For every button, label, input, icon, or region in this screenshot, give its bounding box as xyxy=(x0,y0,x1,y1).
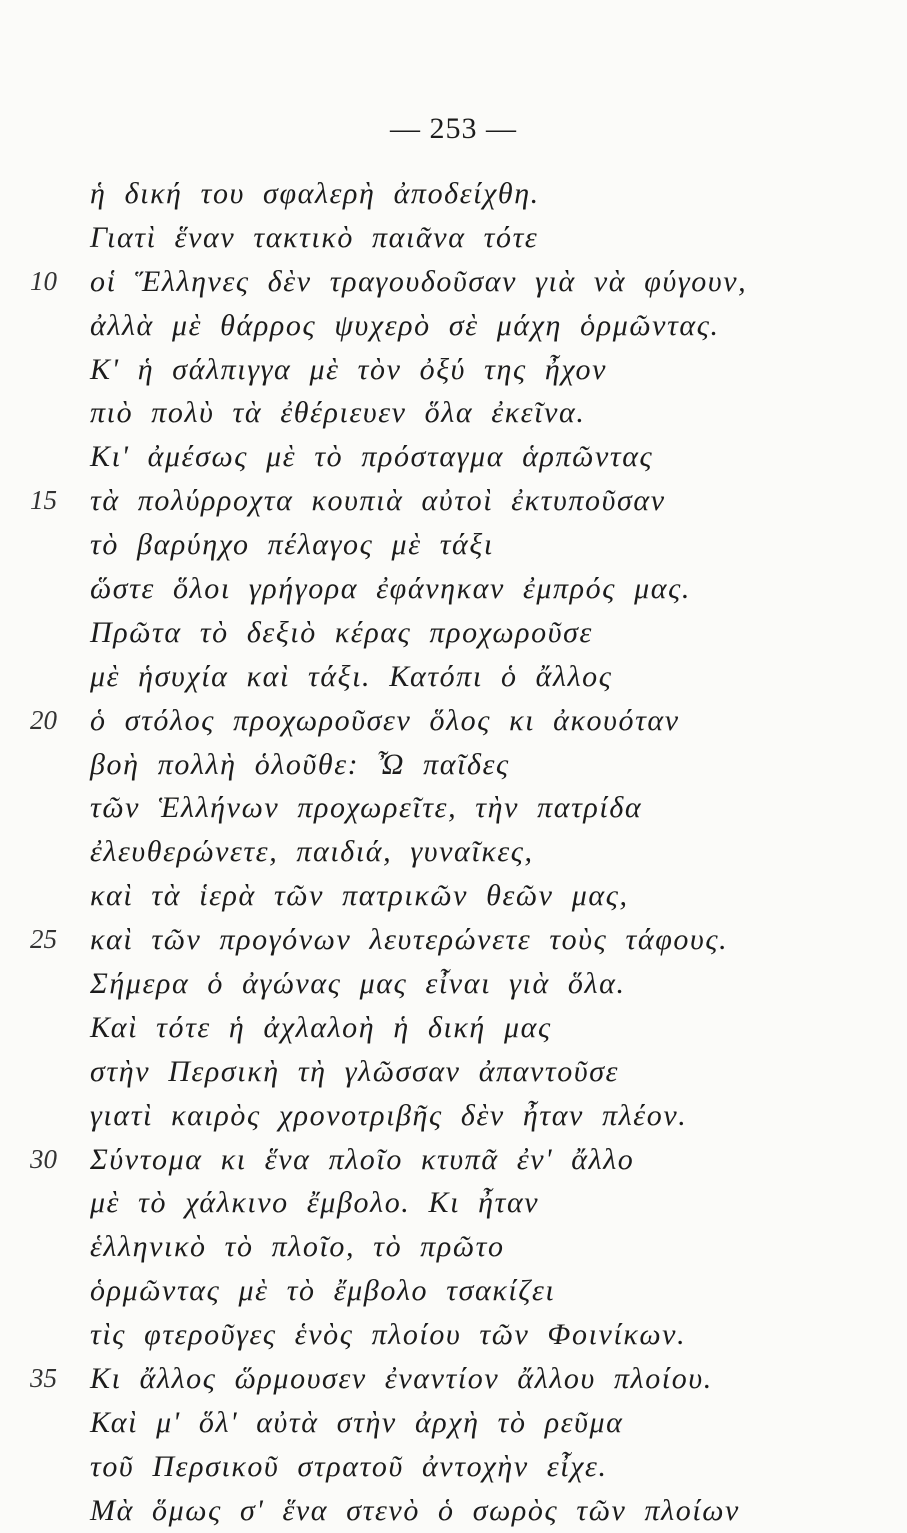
poem-line xyxy=(0,567,907,611)
poem-text-block xyxy=(0,172,907,1533)
page-number-header: — 253 — xyxy=(390,112,517,145)
poem-line xyxy=(0,1445,907,1489)
line-number: 10 xyxy=(30,265,57,296)
line-text: μὲ τὸ χάλκινο ἔμβολο. Κι ἦταν xyxy=(90,1186,540,1220)
line-text: καὶ τὰ ἱερὰ τῶν πατρικῶν θεῶν μας, xyxy=(90,879,629,913)
line-text: Σήμερα ὁ ἀγώνας μας εἶναι γιὰ ὅλα. xyxy=(90,967,626,1001)
poem-line xyxy=(0,611,907,655)
poem-line xyxy=(0,655,907,699)
line-text: πιὸ πολὺ τὰ ἐθέριευεν ὅλα ἐκεῖνα. xyxy=(90,396,586,430)
line-text: τὰ πολύρροχτα κουπιὰ αὐτοὶ ἐκτυποῦσαν xyxy=(90,484,666,518)
poem-line xyxy=(0,1269,907,1313)
line-text: τῶν Ἑλλήνων προχωρεῖτε, τὴν πατρίδα xyxy=(90,791,643,825)
line-number: 15 xyxy=(30,485,57,516)
poem-line xyxy=(0,1094,907,1138)
line-text: βοὴ πολλὴ ὁλοῦθε: Ὦ παῖδες xyxy=(90,747,510,781)
poem-line xyxy=(0,1357,907,1401)
poem-line xyxy=(0,391,907,435)
poem-line xyxy=(0,1489,907,1533)
poem-line xyxy=(0,1181,907,1225)
poem-line xyxy=(0,962,907,1006)
line-number: 25 xyxy=(30,924,57,955)
poem-line xyxy=(0,216,907,260)
line-text: τὶς φτεροῦγες ἑνὸς πλοίου τῶν Φοινίκων. xyxy=(90,1318,687,1352)
poem-line xyxy=(0,304,907,348)
poem-line xyxy=(0,479,907,523)
line-number: 30 xyxy=(30,1143,57,1174)
line-text: ἑλληνικὸ τὸ πλοῖο, τὸ πρῶτο xyxy=(90,1230,505,1264)
line-text: τοῦ Περσικοῦ στρατοῦ ἀντοχὴν εἶχε. xyxy=(90,1449,608,1483)
poem-line xyxy=(0,699,907,743)
poem-line xyxy=(0,523,907,567)
line-number: 35 xyxy=(30,1363,57,1394)
line-text: μὲ ἡσυχία καὶ τάξι. Κατόπι ὁ ἄλλος xyxy=(90,659,613,693)
line-text: στὴν Περσικὴ τὴ γλῶσσαν ἀπαντοῦσε xyxy=(90,1054,620,1088)
poem-line xyxy=(0,1138,907,1182)
poem-line xyxy=(0,1401,907,1445)
poem-line xyxy=(0,1313,907,1357)
poem-line xyxy=(0,786,907,830)
line-text: ὁ στόλος προχωροῦσεν ὅλος κι ἀκουόταν xyxy=(90,703,680,737)
line-text: καὶ τῶν προγόνων λευτερώνετε τοὺς τάφους. xyxy=(90,923,729,957)
poem-line xyxy=(0,874,907,918)
poem-line xyxy=(0,830,907,874)
line-text: Σύντομα κι ἕνα πλοῖο κτυπᾶ ἐν' ἄλλο xyxy=(90,1142,635,1176)
line-text: ἀλλὰ μὲ θάρρος ψυχερὸ σὲ μάχη ὁρμῶντας. xyxy=(90,308,720,342)
poem-line xyxy=(0,260,907,304)
poem-line xyxy=(0,743,907,787)
poem-line xyxy=(0,1225,907,1269)
poem-line xyxy=(0,348,907,392)
poem-line xyxy=(0,1050,907,1094)
line-text: οἱ Ἕλληνες δὲν τραγουδοῦσαν γιὰ νὰ φύγουν, xyxy=(90,264,748,298)
line-text: ὁρμῶντας μὲ τὸ ἔμβολο τσακίζει xyxy=(90,1274,556,1308)
poem-line xyxy=(0,1006,907,1050)
poem-line xyxy=(0,172,907,216)
line-text: ἡ δική του σφαλερὴ ἀποδείχθη. xyxy=(90,177,540,210)
line-text: τὸ βαρύηχο πέλαγος μὲ τάξι xyxy=(90,528,494,562)
poem-line xyxy=(0,435,907,479)
line-number: 20 xyxy=(30,704,57,735)
line-text: ἐλευθερώνετε, παιδιά, γυναῖκες, xyxy=(90,835,534,869)
line-text: γιατὶ καιρὸς χρονοτριβῆς δὲν ἦταν πλέον. xyxy=(90,1098,688,1132)
line-text: Κι' ἀμέσως μὲ τὸ πρόσταγμα ἁρπῶντας xyxy=(90,440,654,474)
line-text: Κι ἄλλος ὥρμουσεν ἐναντίον ἄλλου πλοίου. xyxy=(90,1362,713,1396)
line-text: Γιατὶ ἕναν τακτικὸ παιᾶνα τότε xyxy=(90,220,539,254)
line-text: Καὶ μ' ὅλ' αὐτὰ στὴν ἀρχὴ τὸ ρεῦμα xyxy=(90,1405,624,1439)
line-text: Πρῶτα τὸ δεξιὸ κέρας προχωροῦσε xyxy=(90,615,593,649)
poem-line xyxy=(0,918,907,962)
line-text: ὥστε ὅλοι γρήγορα ἐφάνηκαν ἐμπρός μας. xyxy=(90,572,692,606)
line-text: Μὰ ὅμως σ' ἕνα στενὸ ὁ σωρὸς τῶν πλοίων xyxy=(90,1493,740,1527)
line-text: Κ' ἡ σάλπιγγα μὲ τὸν ὀξύ της ἦχον xyxy=(90,352,608,386)
line-text: Καὶ τότε ἡ ἀχλαλοὴ ἡ δική μας xyxy=(90,1010,552,1044)
